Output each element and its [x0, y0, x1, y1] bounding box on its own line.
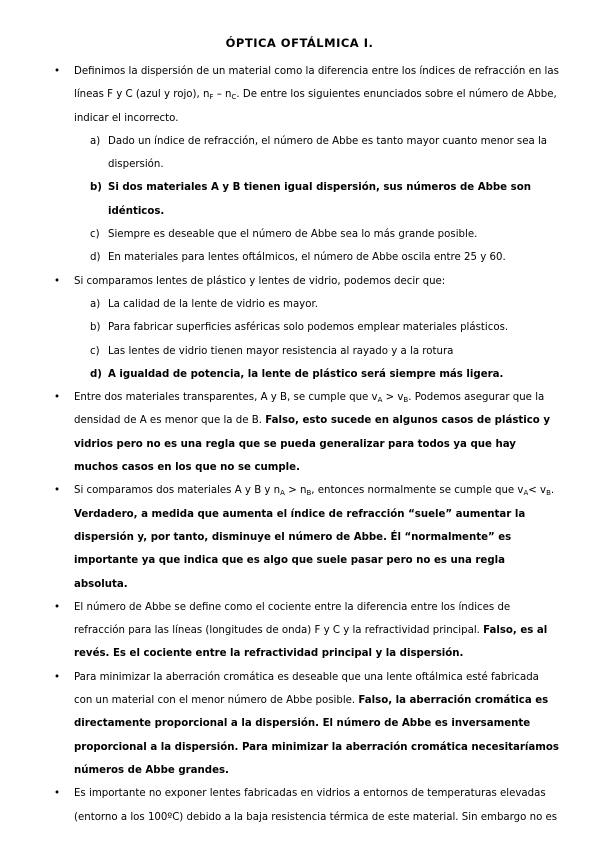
question-5-text: El número de Abbe se define como el cociente entre la diferencia entre los índices de refracción para las líneas (longitudes de onda) F y C y la refractividad principal. [74, 601, 511, 637]
question-5-answer: Falso, es al revés. Es el cociente entre la refractividad principal y la dispersión. [74, 625, 548, 660]
bullet-icon: • [54, 485, 61, 497]
question-1-text: Definimos la dispersión de un material como la diferencia entre los índices de refracción en las líneas F y C (azul y rojo), $n_F - n_C$. De entre los siguientes enunciados sobre el número de Abbe, indicar el incorrecto. [74, 66, 559, 124]
option-c: c) Siempre es deseable que el número de Abbe sea lo más grande posible. [90, 229, 478, 241]
question-3 [0, 386, 599, 479]
question-6-answer: Falso, la aberración cromática es directamente proporcional a la dispersión. El número de Abbe es inversamente proporcional a la dispersión. Para minimizar la aberración cromática necesitaríamos números de Abbe grandes. [74, 695, 559, 776]
question-5 [0, 596, 599, 666]
question-2-text: Si comparamos lentes de plástico y lentes de vidrio, podemos decir que: [74, 275, 446, 287]
question-7-text: Es importante no exponer lentes fabricadas en vidrios a entornos de temperaturas elevadas (entorno a los 100ºC) debido a la baja resistencia térmica de este material. Sin embargo no es [74, 788, 558, 823]
option-c: c) Las lentes de vidrio tienen mayor resistencia al rayado y a la rotura [90, 345, 454, 357]
question-7 [0, 782, 599, 829]
bullet-icon: • [54, 392, 61, 404]
option-d: d) En materiales para lentes oftálmicos, el número de Abbe oscila entre 25 y 60. [90, 252, 506, 264]
question-4-text: Si comparamos dos materiales A y B y $n_A > n_B$, entonces normalmente se cumple que $v_A< v_B$. [74, 485, 555, 498]
option-b-answer: b) Si dos materiales A y B tienen igual dispersión, sus números de Abbe son idénticos. [90, 182, 531, 217]
question-4 [0, 479, 599, 595]
question-3-answer: Falso, esto sucede en algunos casos de plástico y vidrios pero no es una regla que se pueda generalizar para todos ya que hay muchos casos en los que no se cumple. [74, 415, 550, 474]
question-6 [0, 666, 599, 782]
option-a: a) La calidad de la lente de vidrio es mayor. [90, 298, 318, 310]
page-title: ÓPTICA OFTÁLMICA I. [225, 36, 374, 50]
question-1-options [74, 130, 559, 270]
option-a: a) Dado un índice de refracción, el número de Abbe es tanto mayor cuanto menor sea la dispersión. [90, 135, 548, 171]
question-2 [0, 270, 599, 386]
option-d-answer: d) A igualdad de potencia, la lente de plástico será siempre más ligera. [90, 368, 504, 380]
bullet-icon: • [54, 275, 61, 287]
question-4-answer: Verdadero, a medida que aumenta el índice de refracción “suele” aumentar la dispersión y, por tanto, disminuye el número de Abbe. Él “normalmente” es importante ya que indica que es algo que suele pasar pero no es una regla absoluta. [74, 508, 526, 590]
question-list [0, 60, 599, 829]
question-6-text: Para minimizar la aberración cromática es deseable que una lente oftálmica esté fabricada con un material con el menor número de Abbe posible. [74, 671, 539, 707]
bullet-icon: • [54, 671, 61, 683]
question-3-text: Entre dos materiales transparentes, A y B, se cumple que $v_A > v_B$. Podemos asegurar que la densidad de A es menor que la de B. [74, 392, 545, 427]
bullet-icon: • [54, 601, 61, 613]
option-b: b) Para fabricar superficies asféricas solo podemos emplear materiales plásticos. [90, 322, 509, 334]
bullet-icon: • [54, 788, 61, 800]
question-2-options [74, 293, 559, 386]
bullet-icon: • [54, 66, 61, 77]
question-1 [0, 60, 599, 270]
